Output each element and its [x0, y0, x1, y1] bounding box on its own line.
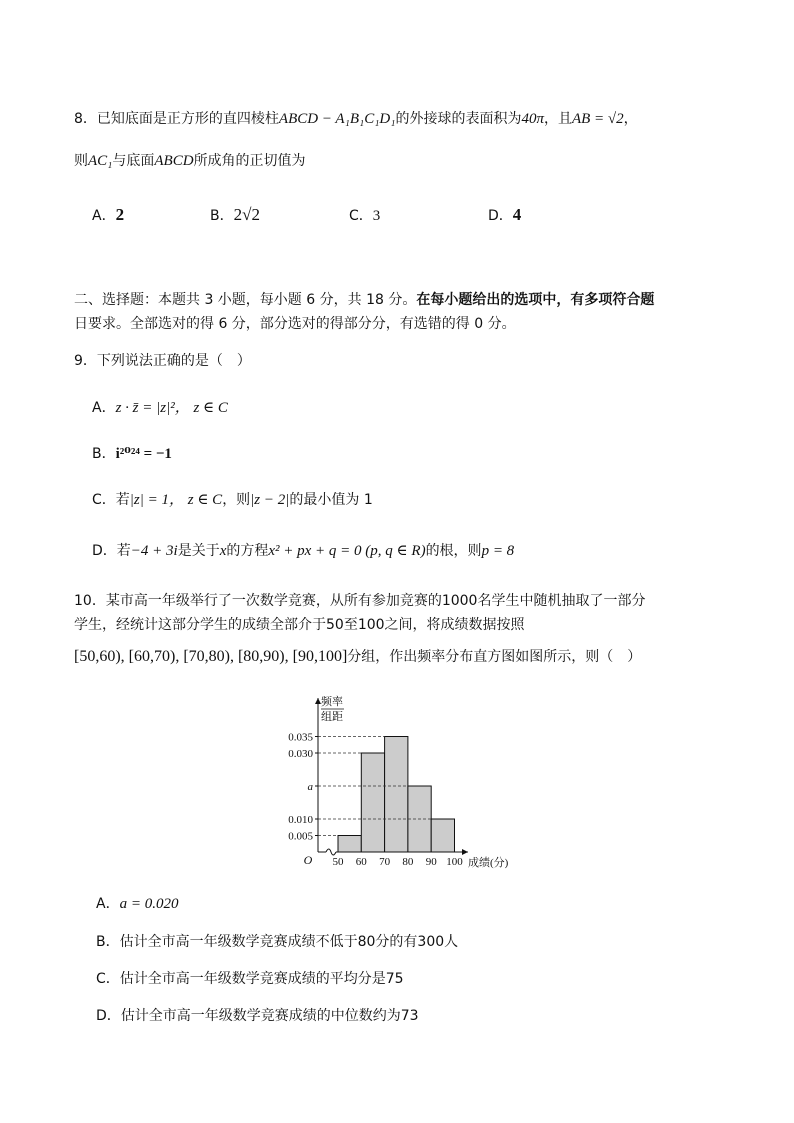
y-tick-label: 0.005	[288, 830, 313, 843]
y-tick-label: 0.030	[288, 748, 313, 760]
x-tick-label: 80	[402, 856, 414, 868]
q8-line1: 8．已知底面是正方形的直四棱柱ABCD − A₁B₁C₁D₁的外接球的表面积为40π，且AB = √2，	[74, 111, 638, 127]
x-tick-label: 60	[355, 856, 367, 868]
ac1-notation: AC₁	[88, 153, 113, 169]
q9-option-b: B．i²⁰²⁴ = −1	[92, 446, 172, 462]
ab-value: AB = √2	[571, 111, 624, 127]
q8-option-c: C．3	[349, 208, 381, 224]
y-axis-label-denominator: 组距	[321, 711, 343, 723]
histogram-bar	[361, 753, 384, 852]
interval-list: [50,60), [60,70), [70,80), [80,90), [90,100]	[74, 648, 348, 665]
x-tick-label: 50	[332, 856, 344, 868]
q8-option-b: B．2√2	[210, 205, 260, 224]
prism-notation: ABCD − A₁B₁C₁D₁	[278, 111, 396, 127]
q10-option-c: C．估计全市高一年级数学竞赛成绩的平均分是75	[96, 971, 404, 987]
section2-line1: 二、选择题：本题共 3 小题，每小题 6 分，共 18 分。在每小题给出的选项中，有多项符合题	[74, 292, 655, 308]
histogram-bar	[385, 737, 408, 853]
x-axis-arrow	[462, 849, 468, 855]
section2-line2: 日要求。全部选对的得 6 分，部分选对的得部分分，有选错的得 0 分。	[74, 316, 516, 332]
x-tick-label: 100	[446, 856, 463, 868]
base-notation: ABCD	[154, 153, 194, 169]
q9-stem: 9．下列说法正确的是（ ）	[74, 353, 251, 369]
q10-option-d: D．估计全市高一年级数学竞赛成绩的中位数约为73	[96, 1008, 419, 1024]
y-tick-label: 0.010	[288, 814, 313, 826]
q9-option-a: A．z · z̄ = |z|²， z ∈ C	[92, 400, 228, 416]
x-tick-label: 70	[379, 856, 391, 868]
q10-line2: 学生，经统计这部分学生的成绩全部介于50至100之间，将成绩数据按照	[74, 617, 525, 633]
q9-option-c: C．若|z| = 1， z ∈ C，则|z − 2|的最小值为 1	[92, 492, 373, 508]
q10-line3: [50,60), [60,70), [70,80), [80,90), [90,100]分组，作出频率分布直方图如图所示，则（ ）	[74, 648, 642, 665]
histogram-bar	[338, 836, 361, 853]
q8-option-d: D．4	[488, 205, 522, 224]
x-axis-label: 成绩(分)	[468, 857, 509, 869]
sphere-area: 40π	[521, 111, 544, 127]
origin-label: O	[303, 853, 313, 867]
x-tick-label: 90	[425, 856, 437, 868]
y-axis-label-numerator: 频率	[321, 696, 343, 708]
axis-break	[326, 849, 336, 855]
q9-option-d: D．若−4 + 3i是关于x的方程x² + px + q = 0 (p, q ∈ R)的根，则p = 8	[92, 543, 515, 559]
y-tick-label: 0.035	[288, 731, 313, 744]
q8-option-a: A．2	[92, 205, 125, 224]
q10-line1: 10．某市高一年级举行了一次数学竞赛，从所有参加竞赛的1000名学生中随机抽取了一部分	[74, 593, 646, 609]
q8-line2: 则AC₁与底面ABCD所成角的正切值为	[74, 153, 306, 169]
y-tick-label: a	[307, 781, 313, 793]
frequency-histogram	[270, 690, 530, 870]
histogram-bar	[431, 819, 454, 852]
q10-option-a: A．a = 0.020	[96, 896, 179, 912]
q10-option-b: B．估计全市高一年级数学竞赛成绩不低于80分的有300人	[96, 934, 459, 950]
